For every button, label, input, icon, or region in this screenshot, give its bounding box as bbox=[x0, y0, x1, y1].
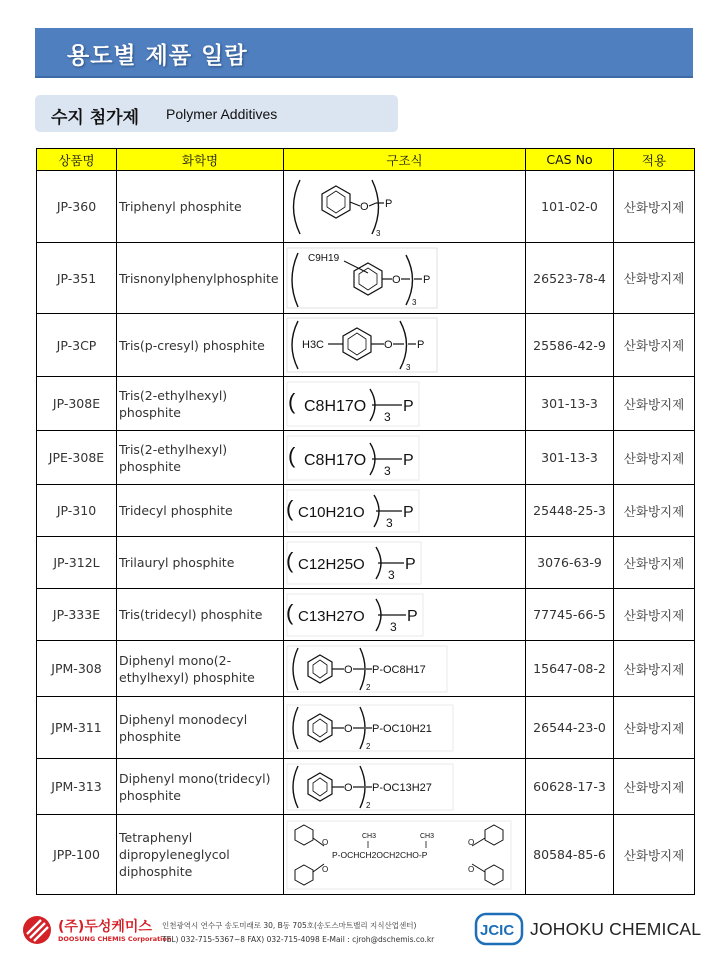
doosung-logo-icon bbox=[22, 915, 52, 945]
svg-text:2: 2 bbox=[366, 682, 371, 692]
svg-text:CH3: CH3 bbox=[420, 832, 435, 840]
page-title: 용도별 제품 일람 bbox=[67, 43, 248, 69]
structure-cell bbox=[284, 431, 526, 485]
table-row bbox=[37, 537, 695, 589]
structure-cell bbox=[284, 314, 526, 377]
svg-text:(: ( bbox=[288, 388, 296, 414]
application: 산화방지제 bbox=[614, 377, 695, 431]
cas-number: 26544-23-0 bbox=[526, 697, 614, 759]
product-name: JPM-311 bbox=[37, 697, 117, 759]
application: 산화방지제 bbox=[614, 314, 695, 377]
svg-text:P: P bbox=[417, 339, 425, 351]
cas-number: 15647-08-2 bbox=[526, 641, 614, 697]
jcic-logo-icon bbox=[474, 912, 524, 946]
product-name: JPM-313 bbox=[37, 759, 117, 815]
table-row bbox=[37, 815, 695, 895]
product-name: JP-360 bbox=[37, 171, 117, 243]
chemical-name: Trisnonylphenylphosphite bbox=[117, 243, 284, 314]
diphenyl-mono-2-ethylhexyl-phosphite-structure bbox=[286, 645, 448, 693]
footer-address: 인천광역시 연수구 송도미래로 30, B동 705호(송도스마트밸리 지식산업센터) bbox=[162, 921, 417, 930]
svg-text:O: O bbox=[360, 200, 369, 213]
table-row bbox=[37, 171, 695, 243]
svg-text:(: ( bbox=[286, 547, 294, 573]
svg-text:3: 3 bbox=[406, 363, 411, 372]
svg-text:3: 3 bbox=[412, 298, 417, 307]
table-row bbox=[37, 314, 695, 377]
chemical-name: Diphenyl monodecyl phosphite bbox=[117, 697, 284, 759]
triphenyl-phosphite-structure bbox=[286, 176, 406, 238]
column-header-chemical: 화학명 bbox=[117, 149, 284, 171]
svg-text:P-OC13H27: P-OC13H27 bbox=[372, 781, 432, 794]
structure-cell bbox=[284, 589, 526, 641]
column-header-structure: 구조식 bbox=[284, 149, 526, 171]
column-header-cas: CAS No bbox=[526, 149, 614, 171]
cas-number: 25448-25-3 bbox=[526, 485, 614, 537]
cas-number: 101-02-0 bbox=[526, 171, 614, 243]
svg-text:O: O bbox=[344, 663, 353, 676]
section-title-en: Polymer Additives bbox=[166, 106, 278, 122]
chemical-name: Tris(tridecyl) phosphite bbox=[117, 589, 284, 641]
svg-text:P-OC10H21: P-OC10H21 bbox=[372, 722, 432, 735]
svg-text:C13H27O: C13H27O bbox=[298, 607, 365, 625]
page-footer bbox=[0, 905, 720, 960]
trilauryl-phosphite-structure bbox=[286, 541, 422, 585]
table-header-row bbox=[37, 149, 695, 171]
svg-text:(: ( bbox=[286, 495, 294, 521]
product-name: JP-310 bbox=[37, 485, 117, 537]
product-name: JPE-308E bbox=[37, 431, 117, 485]
cas-number: 25586-42-9 bbox=[526, 314, 614, 377]
svg-text:2: 2 bbox=[366, 800, 371, 810]
chemical-name: Tris(2-ethylhexyl) phosphite bbox=[117, 431, 284, 485]
svg-text:O: O bbox=[344, 781, 353, 794]
structure-cell bbox=[284, 815, 526, 895]
table-row bbox=[37, 697, 695, 759]
product-name: JP-3CP bbox=[37, 314, 117, 377]
svg-text:(: ( bbox=[288, 442, 296, 468]
products-table bbox=[36, 148, 695, 895]
svg-text:O: O bbox=[322, 864, 329, 874]
svg-text:3: 3 bbox=[388, 567, 395, 582]
section-title-ko: 수지 첨가제 bbox=[51, 108, 140, 128]
application: 산화방지제 bbox=[614, 759, 695, 815]
product-name: JP-308E bbox=[37, 377, 117, 431]
cas-number: 60628-17-3 bbox=[526, 759, 614, 815]
svg-text:P: P bbox=[423, 274, 431, 286]
table-row bbox=[37, 485, 695, 537]
svg-text:C8H17O: C8H17O bbox=[304, 397, 367, 415]
cas-number: 301-13-3 bbox=[526, 431, 614, 485]
product-name: JP-333E bbox=[37, 589, 117, 641]
column-header-product: 상품명 bbox=[37, 149, 117, 171]
svg-text:O: O bbox=[344, 722, 353, 735]
application: 산화방지제 bbox=[614, 697, 695, 759]
chemical-name: Diphenyl mono(2-ethylhexyl) phosphite bbox=[117, 641, 284, 697]
application: 산화방지제 bbox=[614, 589, 695, 641]
tris-p-cresyl-phosphite-structure bbox=[286, 317, 438, 373]
cas-number: 301-13-3 bbox=[526, 377, 614, 431]
chemical-name: Triphenyl phosphite bbox=[117, 171, 284, 243]
svg-text:O: O bbox=[384, 339, 393, 351]
diphenyl-monodecyl-phosphite-structure bbox=[286, 704, 454, 752]
svg-text:O: O bbox=[392, 274, 401, 286]
table-row bbox=[37, 641, 695, 697]
chemical-name: Tris(2-ethylhexyl) phosphite bbox=[117, 377, 284, 431]
structure-cell bbox=[284, 537, 526, 589]
svg-text:(: ( bbox=[286, 599, 294, 625]
svg-text:JCIC: JCIC bbox=[480, 922, 515, 939]
svg-text:O: O bbox=[468, 837, 475, 847]
trisnonylphenyl-phosphite-structure bbox=[286, 247, 438, 309]
svg-text:P: P bbox=[385, 197, 393, 210]
application: 산화방지제 bbox=[614, 815, 695, 895]
svg-text:3: 3 bbox=[384, 463, 391, 478]
table-row bbox=[37, 759, 695, 815]
structure-cell bbox=[284, 485, 526, 537]
page-banner bbox=[35, 28, 693, 78]
svg-text:3: 3 bbox=[384, 409, 391, 424]
application: 산화방지제 bbox=[614, 431, 695, 485]
svg-text:P: P bbox=[403, 451, 414, 469]
table-row bbox=[37, 243, 695, 314]
table-row bbox=[37, 431, 695, 485]
footer-contact: TEL) 032-715-5367~8 FAX) 032-715-4098 E-Mail : cjroh@dschemis.co.kr bbox=[162, 935, 435, 944]
cas-number: 3076-63-9 bbox=[526, 537, 614, 589]
structure-cell bbox=[284, 641, 526, 697]
diphenyl-mono-tridecyl-phosphite-structure bbox=[286, 763, 454, 811]
section-header bbox=[35, 95, 398, 132]
structure-cell bbox=[284, 759, 526, 815]
cas-number: 26523-78-4 bbox=[526, 243, 614, 314]
chemical-name: Tridecyl phosphite bbox=[117, 485, 284, 537]
svg-text:C8H17O: C8H17O bbox=[304, 451, 367, 469]
svg-text:P: P bbox=[403, 503, 414, 521]
svg-text:C10H21O: C10H21O bbox=[298, 503, 365, 521]
structure-cell bbox=[284, 377, 526, 431]
application: 산화방지제 bbox=[614, 171, 695, 243]
application: 산화방지제 bbox=[614, 485, 695, 537]
svg-text:CH3: CH3 bbox=[362, 832, 377, 840]
doosung-company-en: DOOSUNG CHEMIS Corporation bbox=[58, 935, 172, 943]
table-row bbox=[37, 377, 695, 431]
svg-text:C9H19: C9H19 bbox=[308, 253, 340, 264]
chemical-name: Trilauryl phosphite bbox=[117, 537, 284, 589]
product-name: JP-351 bbox=[37, 243, 117, 314]
tris-2-ethylhexyl-phosphite-structure bbox=[286, 381, 420, 427]
chemical-name: Tetraphenyl dipropyleneglycol diphosphite bbox=[117, 815, 284, 895]
product-name: JPM-308 bbox=[37, 641, 117, 697]
svg-text:3: 3 bbox=[386, 515, 393, 530]
doosung-company-name: (주)두성케미스 bbox=[58, 919, 152, 935]
svg-text:O: O bbox=[468, 864, 475, 874]
chemical-name: Diphenyl mono(tridecyl) phosphite bbox=[117, 759, 284, 815]
structure-cell bbox=[284, 171, 526, 243]
application: 산화방지제 bbox=[614, 641, 695, 697]
structure-cell bbox=[284, 243, 526, 314]
structure-cell bbox=[284, 697, 526, 759]
product-name: JPP-100 bbox=[37, 815, 117, 895]
tetraphenyl-dipropyleneglycol-diphosphite-structure bbox=[286, 820, 512, 890]
johoku-company-name: JOHOKU CHEMICAL bbox=[530, 919, 702, 939]
tridecyl-phosphite-structure bbox=[286, 489, 420, 533]
cas-number: 80584-85-6 bbox=[526, 815, 614, 895]
application: 산화방지제 bbox=[614, 537, 695, 589]
svg-text:O: O bbox=[322, 837, 329, 847]
svg-text:P: P bbox=[405, 555, 416, 573]
table-row bbox=[37, 589, 695, 641]
svg-text:C12H25O: C12H25O bbox=[298, 555, 365, 573]
svg-text:3: 3 bbox=[390, 619, 397, 634]
svg-text:P-OCHCH2OCH2CHO-P: P-OCHCH2OCH2CHO-P bbox=[332, 849, 428, 860]
chemical-name: Tris(p-cresyl) phosphite bbox=[117, 314, 284, 377]
cas-number: 77745-66-5 bbox=[526, 589, 614, 641]
svg-text:P: P bbox=[403, 397, 414, 415]
tris-2-ethylhexyl-phosphite-structure bbox=[286, 435, 420, 481]
svg-text:H3C: H3C bbox=[302, 339, 325, 351]
svg-text:3: 3 bbox=[376, 228, 381, 238]
svg-text:P: P bbox=[407, 607, 418, 625]
product-name: JP-312L bbox=[37, 537, 117, 589]
svg-text:P-OC8H17: P-OC8H17 bbox=[372, 663, 426, 676]
column-header-application: 적용 bbox=[614, 149, 695, 171]
application: 산화방지제 bbox=[614, 243, 695, 314]
svg-text:2: 2 bbox=[366, 741, 371, 751]
tris-tridecyl-phosphite-structure bbox=[286, 593, 424, 637]
